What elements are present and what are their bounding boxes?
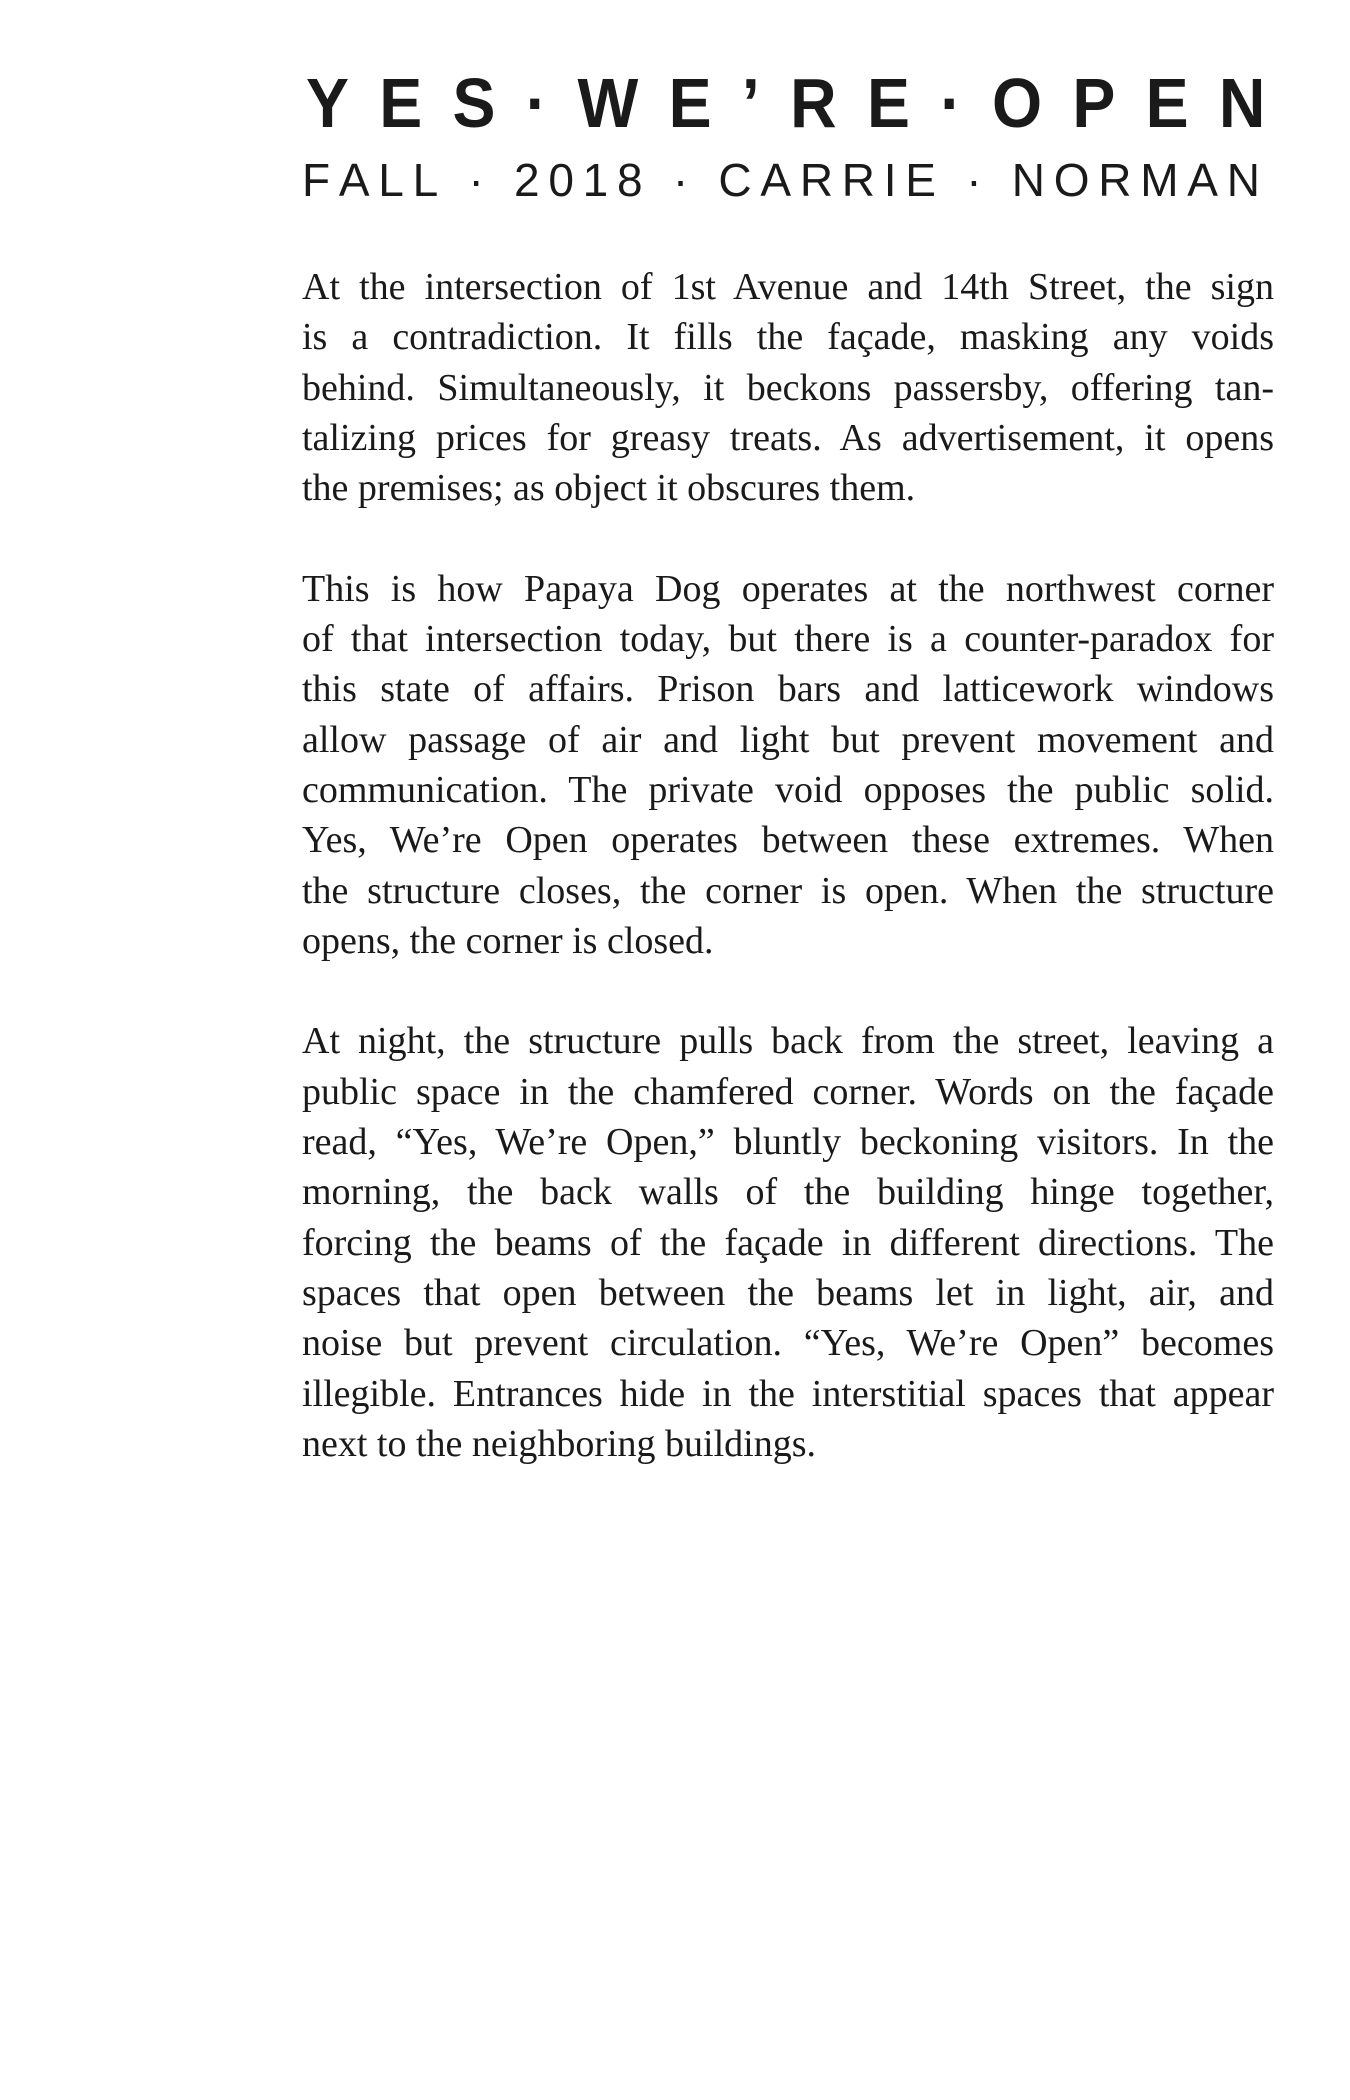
text-line: This is how Papaya Dog operates at the northwest corner — [302, 567, 1274, 610]
text-line: opens, the corner is closed. — [302, 919, 714, 962]
text-line: Yes, We’re Open operates between these extremes. When — [302, 819, 1274, 862]
paragraph-spacer — [302, 513, 1274, 563]
text-line: forcing the beams of the façade in different directions. The — [302, 1221, 1274, 1264]
text-line: this state of affairs. Prison bars and latticework windows — [302, 668, 1274, 711]
text-line: communication. The private void opposes the public solid. — [302, 768, 1274, 811]
text-line: the premises; as object it obscures them. — [302, 467, 916, 510]
text-line: is a contradiction. It fills the façade, masking any voids — [302, 316, 1274, 359]
text-line: behind. Simultaneously, it beckons passersby, offering tan- — [302, 366, 1274, 409]
text-line: illegible. Entrances hide in the interstitial spaces that appear — [302, 1372, 1274, 1415]
text-line: the structure closes, the corner is open. When the structure — [302, 869, 1274, 912]
text-line: talizing prices for greasy treats. As advertisement, it opens — [302, 416, 1274, 459]
text-line: At the intersection of 1st Avenue and 14th Street, the sign — [302, 266, 1274, 308]
paragraph-3 — [302, 1016, 1274, 1469]
text-line: noise but prevent circulation. “Yes, We’re Open” becomes — [302, 1322, 1274, 1365]
text-line: read, “Yes, We’re Open,” bluntly beckoning visitors. In the — [302, 1121, 1274, 1164]
text-line: allow passage of air and light but prevent movement and — [302, 718, 1274, 761]
text-line: spaces that open between the beams let in light, air, and — [302, 1271, 1274, 1314]
page-title: Y E S · W E ’ R E · O P E N — [306, 64, 1266, 142]
text-line: next to the neighboring buildings. — [302, 1422, 817, 1465]
text-line: morning, the back walls of the building hinge together, — [302, 1171, 1274, 1214]
text-line: of that intersection today, but there is a counter-paradox for — [302, 618, 1274, 661]
page-subtitle: F A L L · 2 0 1 8 · C A R R I E · N O R M A N — [302, 154, 1260, 206]
paragraph-2 — [302, 564, 1274, 966]
body-text — [302, 262, 1274, 1469]
text-line: public space in the chamfered corner. Words on the façade — [302, 1070, 1274, 1113]
text-line: At night, the structure pulls back from the street, leaving a — [302, 1020, 1274, 1063]
paragraph-1 — [302, 262, 1274, 513]
paragraph-spacer — [302, 966, 1274, 1016]
